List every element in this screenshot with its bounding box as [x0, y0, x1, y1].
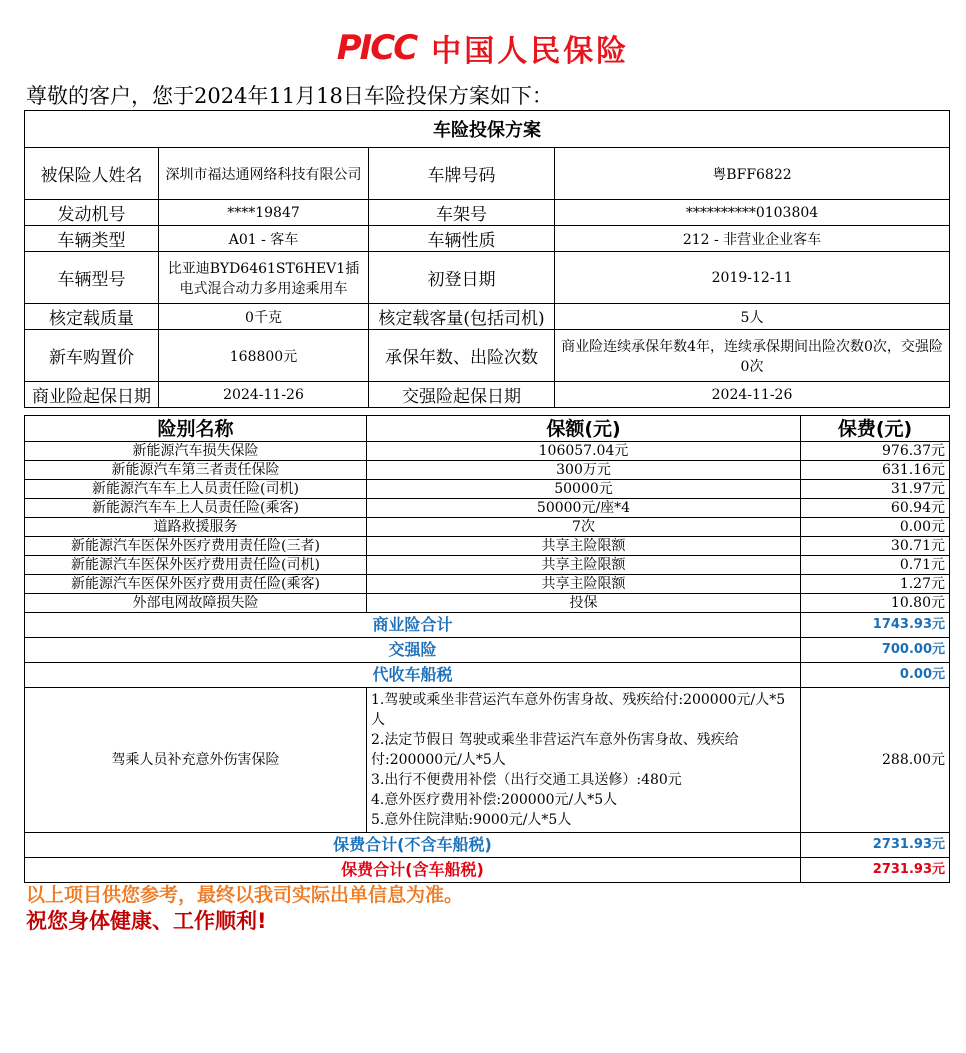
years-label: 承保年数、出险次数	[369, 330, 555, 382]
benefit-item: 4.意外医疗费用补偿:200000元/人*5人	[371, 792, 618, 808]
coverage-premium: 60.94元	[801, 499, 950, 518]
model-value: 比亚迪BYD6461ST6HEV1插电式混合动力多用途乘用车	[159, 252, 369, 304]
coverage-premium: 976.37元	[801, 442, 950, 461]
coverage-amount: 共享主险限额	[367, 575, 801, 594]
nature-value: 212 - 非营业企业客车	[555, 226, 950, 252]
load-value: 0千克	[159, 304, 369, 330]
table-row	[25, 537, 950, 556]
plan-table	[24, 110, 950, 408]
table-row	[25, 575, 950, 594]
table-row	[25, 613, 950, 638]
coverage-amount: 共享主险限额	[367, 556, 801, 575]
table-row	[25, 480, 950, 499]
price-label: 新车购置价	[25, 330, 159, 382]
coverage-name: 新能源汽车医保外医疗费用责任险(司机)	[25, 556, 367, 575]
header-amount: 保额(元)	[367, 416, 801, 442]
coverage-premium: 31.97元	[801, 480, 950, 499]
accident-premium: 288.00元	[801, 688, 950, 833]
coverage-name: 新能源汽车第三者责任保险	[25, 461, 367, 480]
coverage-amount: 共享主险限额	[367, 537, 801, 556]
accident-benefit-list	[367, 688, 801, 833]
total-excl-tax-label: 保费合计(不含车船税)	[25, 833, 801, 858]
table-row	[25, 442, 950, 461]
table-row	[25, 833, 950, 858]
header-coverage-name: 险别名称	[25, 416, 367, 442]
coverage-name: 新能源汽车损失保险	[25, 442, 367, 461]
regdate-value: 2019-12-11	[555, 252, 950, 304]
coverage-name: 新能源汽车医保外医疗费用责任险(三者)	[25, 537, 367, 556]
total-incl-tax-value: 2731.93元	[801, 858, 950, 883]
ctpl-start-value: 2024-11-26	[555, 382, 950, 408]
coverage-amount: 投保	[367, 594, 801, 613]
coverage-name: 外部电网故障损失险	[25, 594, 367, 613]
table-row	[25, 499, 950, 518]
vehicle-tax-label: 代收车船税	[25, 663, 801, 688]
seats-label: 核定载客量(包括司机)	[369, 304, 555, 330]
plan-title: 车险投保方案	[25, 111, 950, 148]
table-row	[25, 594, 950, 613]
table-row	[25, 556, 950, 575]
coverage-premium: 1.27元	[801, 575, 950, 594]
years-value: 商业险连续承保年数4年，连续承保期间出险次数0次，交强险0次	[555, 330, 950, 382]
coverage-amount: 50000元	[367, 480, 801, 499]
coverage-premium: 0.71元	[801, 556, 950, 575]
coverage-name: 新能源汽车车上人员责任险(乘客)	[25, 499, 367, 518]
comm-start-value: 2024-11-26	[159, 382, 369, 408]
table-row	[25, 518, 950, 537]
insured-value: 深圳市福达通网络科技有限公司	[159, 148, 369, 200]
ctpl-premium-label: 交强险	[25, 638, 801, 663]
benefit-item: 1.驾驶或乘坐非营运汽车意外伤害身故、残疾给付:200000元/人*5人	[371, 692, 786, 728]
coverage-premium: 0.00元	[801, 518, 950, 537]
vehicle-tax-value: 0.00元	[801, 663, 950, 688]
header-premium: 保费(元)	[801, 416, 950, 442]
type-value: A01 - 客车	[159, 226, 369, 252]
coverage-amount: 106057.04元	[367, 442, 801, 461]
coverage-table	[24, 415, 950, 883]
total-incl-tax-label: 保费合计(含车船税)	[25, 858, 801, 883]
wish-text: 祝您身体健康、工作顺利!	[26, 909, 267, 933]
table-row	[25, 688, 950, 833]
comm-start-label: 商业险起保日期	[25, 382, 159, 408]
model-label: 车辆型号	[25, 252, 159, 304]
regdate-label: 初登日期	[369, 252, 555, 304]
plate-label: 车牌号码	[369, 148, 555, 200]
picc-logo	[0, 26, 966, 69]
greeting-text: 尊敬的客户，您于2024年11月18日车险投保方案如下：	[26, 84, 553, 108]
table-row	[25, 461, 950, 480]
plate-value: 粤BFF6822	[555, 148, 950, 200]
coverage-amount: 50000元/座*4	[367, 499, 801, 518]
price-value: 168800元	[159, 330, 369, 382]
seats-value: 5人	[555, 304, 950, 330]
engine-value: ****19847	[159, 200, 369, 226]
ctpl-start-label: 交强险起保日期	[369, 382, 555, 408]
vin-value: **********0103804	[555, 200, 950, 226]
engine-label: 发动机号	[25, 200, 159, 226]
coverage-amount: 7次	[367, 518, 801, 537]
nature-label: 车辆性质	[369, 226, 555, 252]
coverage-amount: 300万元	[367, 461, 801, 480]
coverage-premium: 631.16元	[801, 461, 950, 480]
accident-insurance-name: 驾乘人员补充意外伤害保险	[25, 688, 367, 833]
insured-label: 被保险人姓名	[25, 148, 159, 200]
commercial-total-value: 1743.93元	[801, 613, 950, 638]
coverage-name: 新能源汽车医保外医疗费用责任险(乘客)	[25, 575, 367, 594]
benefit-item: 5.意外住院津贴:9000元/人*5人	[371, 812, 572, 828]
coverage-premium: 30.71元	[801, 537, 950, 556]
benefit-item: 3.出行不便费用补偿（出行交通工具送修）:480元	[371, 772, 682, 788]
benefit-item: 2.法定节假日 驾驶或乘坐非营运汽车意外伤害身故、残疾给付:200000元/人*5人	[371, 732, 739, 768]
table-row	[25, 638, 950, 663]
commercial-total-label: 商业险合计	[25, 613, 801, 638]
type-label: 车辆类型	[25, 226, 159, 252]
vin-label: 车架号	[369, 200, 555, 226]
table-row	[25, 858, 950, 883]
coverage-name: 新能源汽车车上人员责任险(司机)	[25, 480, 367, 499]
load-label: 核定载质量	[25, 304, 159, 330]
reference-note: 以上项目供您参考，最终以我司实际出单信息为准。	[26, 884, 464, 906]
coverage-name: 道路救援服务	[25, 518, 367, 537]
ctpl-premium-value: 700.00元	[801, 638, 950, 663]
coverage-premium: 10.80元	[801, 594, 950, 613]
picc-brand-mark: PICC	[336, 28, 417, 68]
company-name: 中国人民保险	[431, 34, 630, 69]
table-row	[25, 663, 950, 688]
total-excl-tax-value: 2731.93元	[801, 833, 950, 858]
